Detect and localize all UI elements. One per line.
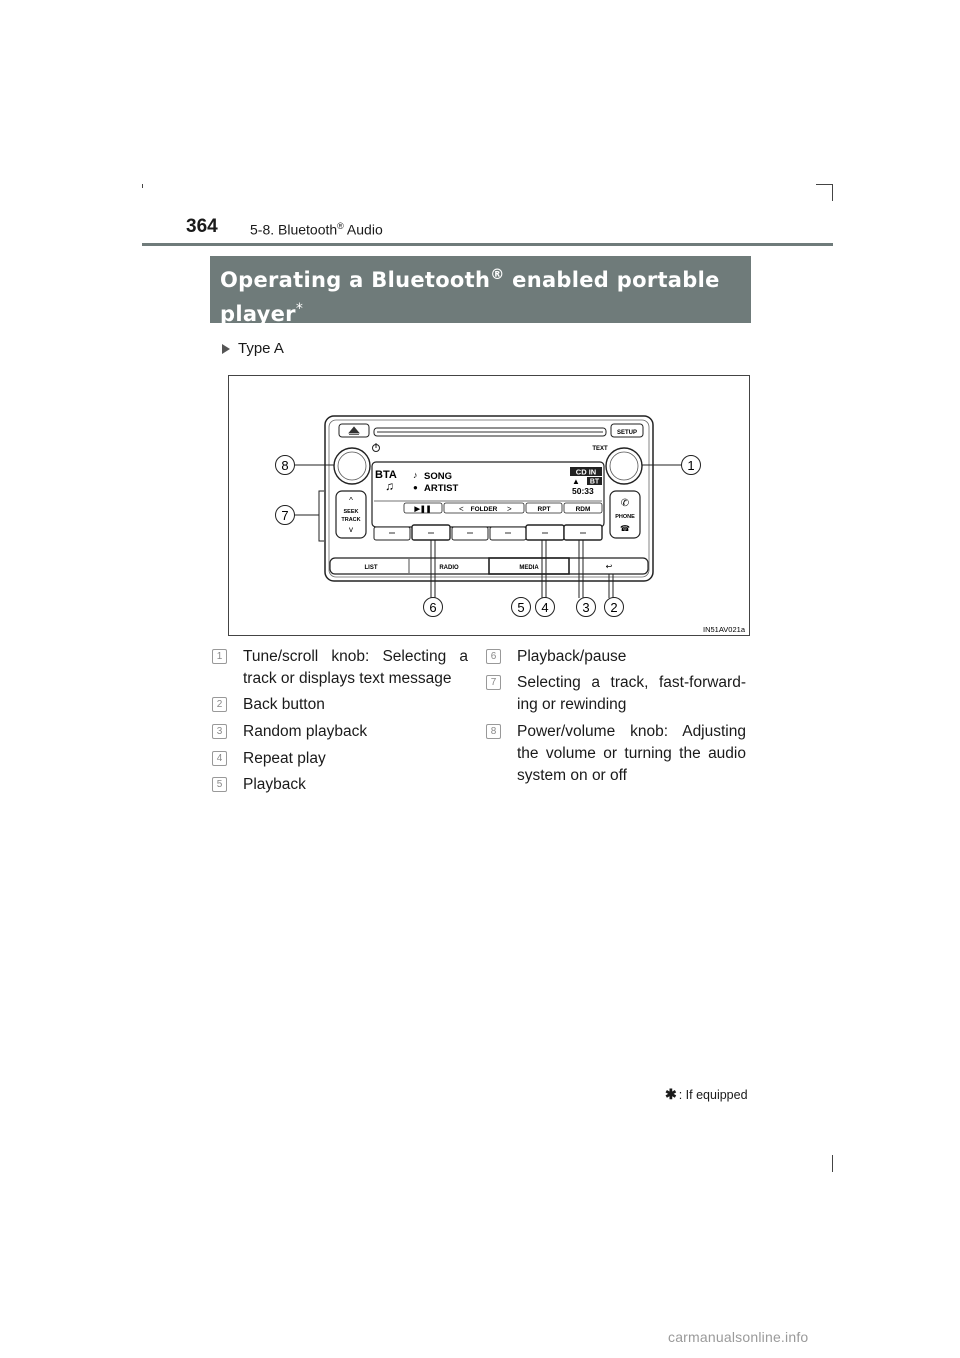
asterisk-icon: ✱	[665, 1086, 677, 1102]
legend-number: 3	[212, 724, 227, 739]
heading-part-a: Operating a Bluetooth	[220, 268, 491, 292]
legend-number: 2	[212, 697, 227, 712]
folder-label: FOLDER	[470, 506, 498, 513]
crop-mark-top-right-v	[832, 184, 833, 201]
section-suffix: Audio	[343, 221, 383, 238]
crop-mark-bottom-right-v	[832, 1155, 833, 1172]
heading-line-1	[220, 261, 741, 295]
display-artist: ARTIST	[424, 483, 459, 494]
display-screen	[372, 462, 604, 527]
legend-text: Random playback	[243, 723, 368, 740]
phone-hangup-icon: ☎	[620, 524, 630, 533]
text-label: TEXT	[592, 446, 608, 452]
heading-part-c: player	[220, 302, 296, 326]
callout-5: 5	[517, 600, 525, 615]
crop-mark-top-left	[142, 184, 143, 188]
folder-prev-icon: <	[459, 504, 464, 514]
footnote-text: : If equipped	[678, 1087, 748, 1102]
legend-item	[212, 721, 468, 743]
legend-text: Playback	[243, 776, 306, 793]
type-label-text: Type A	[238, 340, 284, 357]
callout-8: 8	[281, 458, 289, 473]
triangle-bullet-icon	[222, 344, 230, 354]
audio-unit-illustration	[229, 376, 751, 637]
header-rule	[142, 243, 833, 246]
music-note-icon: ♫	[385, 479, 394, 493]
cd-in-label: CD IN	[575, 467, 597, 477]
watermark: carmanualsonline.info	[668, 1329, 809, 1345]
signal-icon: ▲	[572, 477, 580, 486]
chevron-down-icon: v	[349, 525, 353, 534]
legend-item	[486, 721, 746, 789]
media-label: MEDIA	[519, 565, 539, 571]
artist-person-icon: ●	[413, 483, 418, 492]
callout-7: 7	[281, 508, 289, 523]
section-reg-mark: ®	[337, 221, 344, 231]
song-note-icon: ♪	[413, 470, 418, 480]
legend-text: Power/volume knob: Adjusting the volume or turning the audio system on or off	[517, 723, 746, 784]
legend-item	[212, 748, 468, 770]
display-song: SONG	[424, 471, 452, 482]
heading-box	[210, 256, 751, 326]
heading-line-2	[220, 295, 741, 329]
legend-text: Back button	[243, 696, 325, 713]
power-volume-knob	[334, 448, 370, 484]
legend-item	[212, 774, 468, 796]
legend-text: Tune/scroll knob: Selecting a track or displays text message	[243, 648, 468, 687]
heading-part-b: enabled portable	[504, 268, 720, 292]
callout-2: 2	[610, 600, 618, 615]
audio-unit-figure	[228, 375, 750, 636]
seek-label: SEEK	[343, 509, 359, 515]
legend-number: 8	[486, 724, 501, 739]
phone-label: PHONE	[615, 514, 635, 520]
display-source: BTA	[375, 469, 397, 481]
callout-1: 1	[687, 458, 695, 473]
rdm-label: RDM	[575, 506, 591, 513]
legend-text: Repeat play	[243, 750, 326, 767]
legend-number: 1	[212, 649, 227, 664]
legend-item	[212, 694, 468, 716]
radio-label: RADIO	[439, 565, 459, 571]
legend-number: 6	[486, 649, 501, 664]
back-arrow-icon: ↩	[605, 562, 613, 571]
legend-text: Selecting a track, fast-forward-ing or rewinding	[517, 674, 746, 713]
legend-item	[212, 646, 468, 692]
legend-item	[486, 672, 746, 718]
callout-3: 3	[582, 600, 590, 615]
section-prefix: 5-8. Bluetooth	[250, 221, 338, 238]
folder-next-icon: >	[507, 504, 512, 514]
footnote	[665, 1086, 748, 1103]
rpt-label: RPT	[537, 506, 551, 513]
type-label	[222, 340, 284, 357]
figure-code: IN51AV021a	[703, 625, 745, 634]
callout-6: 6	[429, 600, 437, 615]
legend-item	[486, 646, 746, 668]
heading-asterisk: *	[295, 301, 304, 317]
legend-number: 4	[212, 751, 227, 766]
tune-scroll-knob	[606, 448, 642, 484]
chevron-up-icon: ^	[349, 496, 353, 505]
legend-number: 7	[486, 675, 501, 690]
display-time: 50:33	[572, 486, 594, 496]
bt-label: BT	[589, 478, 600, 486]
heading-reg-mark: ®	[490, 267, 505, 283]
play-pause-icon: ▶❚❚	[414, 506, 432, 513]
legend-number: 5	[212, 777, 227, 792]
legend-text: Playback/pause	[517, 648, 627, 665]
crop-mark-top-right-h	[816, 184, 833, 185]
setup-label: SETUP	[616, 430, 638, 436]
phone-pickup-icon: ✆	[620, 498, 630, 509]
page-number: 364	[186, 216, 218, 237]
list-label: LIST	[364, 565, 378, 571]
section-title	[250, 221, 383, 238]
callout-4: 4	[541, 600, 549, 615]
track-label: TRACK	[341, 517, 361, 523]
